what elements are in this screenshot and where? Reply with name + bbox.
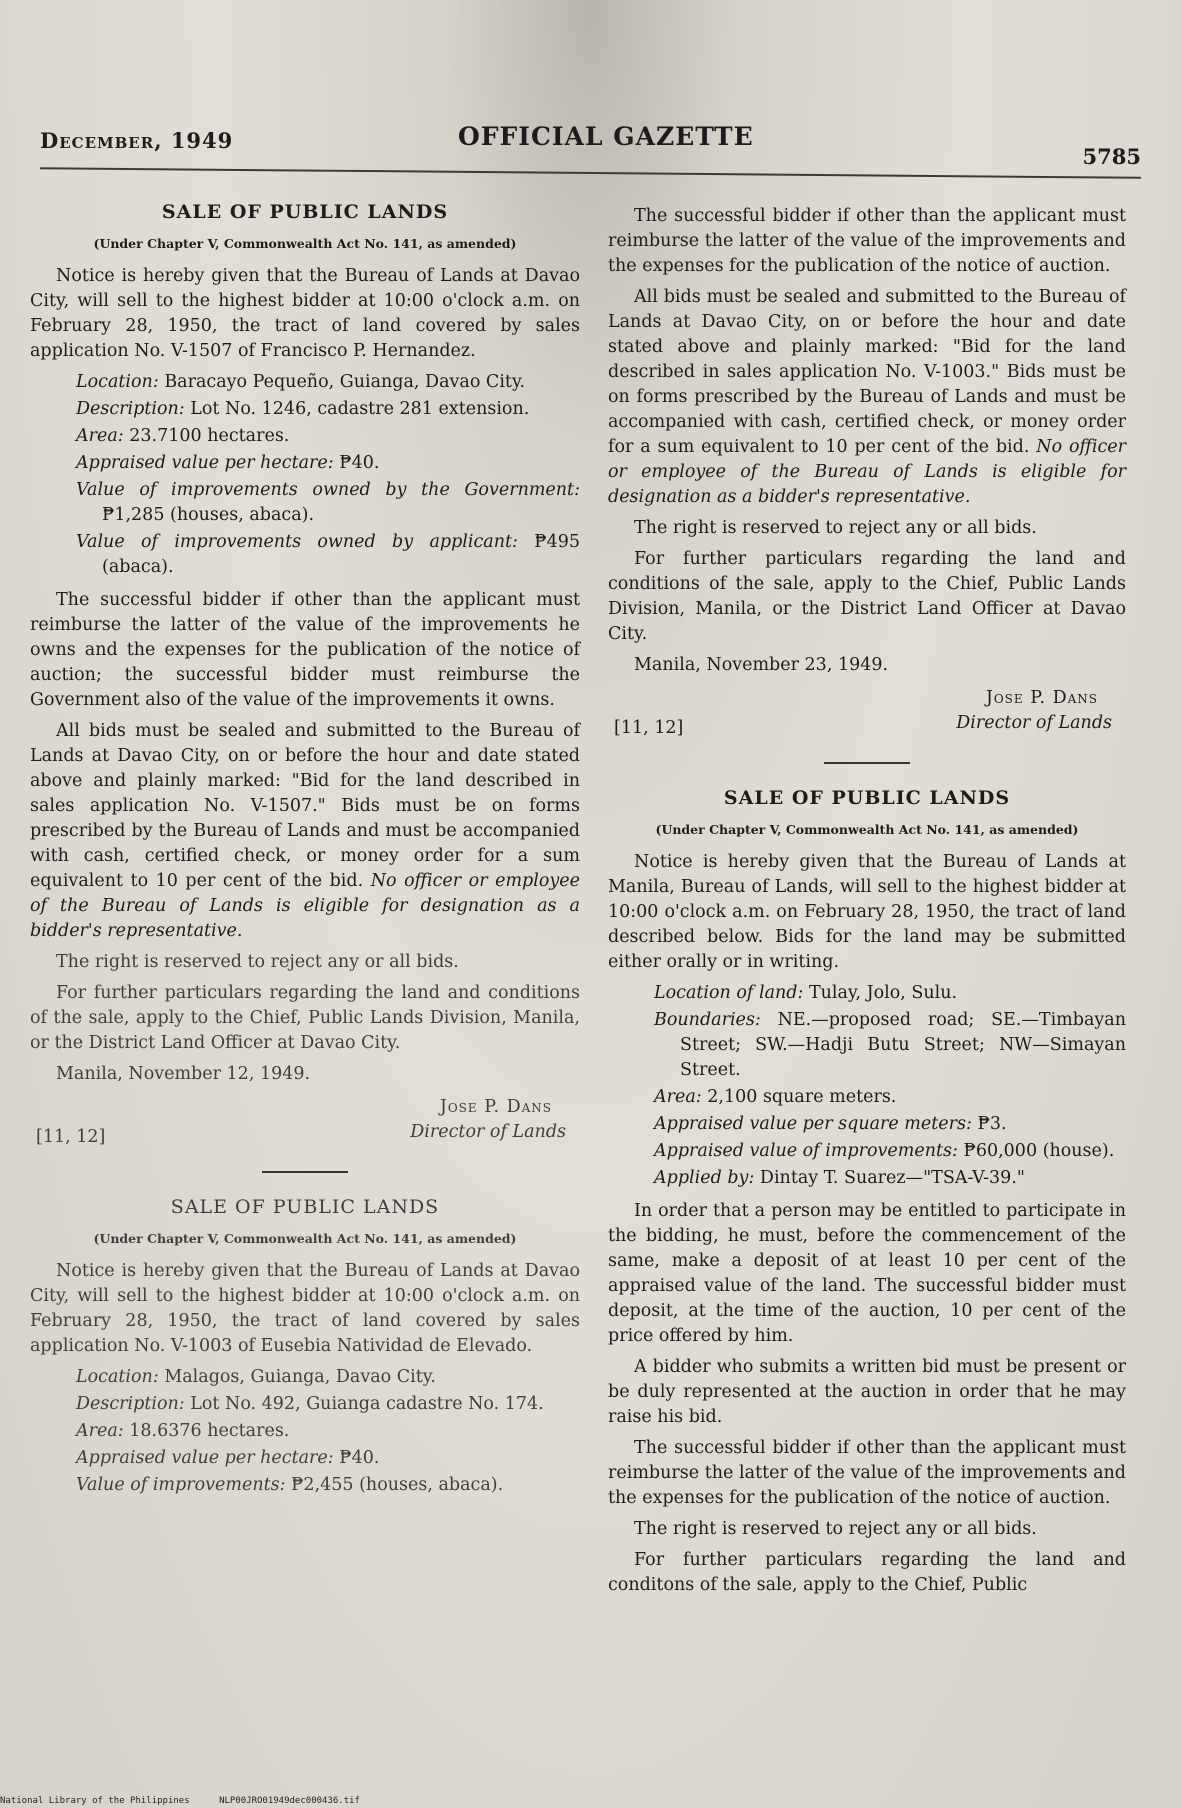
notice-paragraph: All bids must be sealed and submitted to the Bureau of Lands at Davao City, on or before the hour and date stated above and plainly marked: "Bid for the land described in sales application No. V-1003." Bids must be on forms prescribed by the Bureau of Lands and must be accompanied with cash, certified check, or money order for a sum equivalent to 10 per cent of the bid. No officer or employee of the Bureau of Lands is eligible for designation as a bidder's representative. bbox=[608, 287, 1126, 507]
right-column bbox=[608, 204, 1126, 1604]
location-field: Location: Baracayo Pequeño, Guianga, Davao City. bbox=[76, 372, 526, 392]
notice-v1003 bbox=[30, 1195, 580, 1498]
notice-subtitle: (Under Chapter V, Commonwealth Act No. 141, as amended) bbox=[93, 236, 517, 251]
description-field: Description: Lot No. 1246, cadastre 281 extension. bbox=[76, 399, 530, 419]
notice-subtitle: (Under Chapter V, Commonwealth Act No. 141, as amended) bbox=[93, 1231, 517, 1246]
improvements-field: Value of improvements: ₱2,455 (houses, abaca). bbox=[76, 1475, 504, 1495]
file-name: NLP00JRO01949dec000436.tif bbox=[219, 1796, 360, 1806]
improvements-gov-field: Value of improvements owned by the Government: ₱1,285 (houses, abaca). bbox=[76, 480, 580, 525]
signer-title: Director of Lands bbox=[410, 1122, 566, 1142]
notice-paragraph: The right is reserved to reject any or all bids. bbox=[634, 1519, 1037, 1539]
signer-name: Jose P. Dans bbox=[985, 688, 1098, 708]
notice-paragraph: A bidder who submits a written bid must be present or be duly represented at the auction in order that he may raise his bid. bbox=[608, 1357, 1126, 1427]
issue-number: [11, 12] bbox=[36, 1127, 106, 1147]
notice-intro: Notice is hereby given that the Bureau of Lands at Davao City, will sell to the highest bidder at 10:00 o'clock a.m. on February 28, 1950, the tract of land covered by sales application No. V-1003 of Eusebia Natividad de Elevado. bbox=[30, 1261, 580, 1356]
notice-paragraph: The right is reserved to reject any or all bids. bbox=[56, 952, 459, 972]
notice-paragraph: The successful bidder if other than the applicant must reimburse the latter of the value of the improvements and the expenses for the publication of the notice of auction. bbox=[608, 1438, 1126, 1508]
notice-paragraph: All bids must be sealed and submitted to the Bureau of Lands at Davao City, on or before the hour and date stated above and plainly marked: "Bid for the land described in sales application No. V-1507." Bids must be on forms prescribed by the Bureau of Lands and must be accompanied with cash, certified check, or money order for a sum equivalent to 10 per cent of the bid. No officer or employee of the Bureau of Lands is eligible for designation as a bidder's representative. bbox=[30, 721, 580, 941]
library-credit: National Library of the Philippines bbox=[0, 1796, 190, 1806]
header-title: OFFICIAL GAZETTE bbox=[458, 122, 754, 151]
section-divider bbox=[262, 1171, 348, 1173]
notice-intro: Notice is hereby given that the Bureau of Lands at Manila, Bureau of Lands, will sell to the highest bidder at 10:00 o'clock a.m. on February 28, 1950, the tract of land described below. Bids for the land may be submitted either orally or in writing. bbox=[608, 852, 1126, 972]
notice-v1507 bbox=[30, 200, 580, 1173]
signer-title: Director of Lands bbox=[956, 713, 1112, 733]
page-header bbox=[40, 122, 1141, 170]
appraised-field: Appraised value per hectare: ₱40. bbox=[76, 1448, 380, 1468]
left-column bbox=[30, 196, 580, 1500]
boundaries-field: Boundaries: NE.—proposed road; SE.—Timbayan Street; SW.—Hadji Butu Street; NW—Simayan Street. bbox=[654, 1010, 1126, 1080]
notice-v1003-continued bbox=[608, 204, 1126, 764]
notice-paragraph: The successful bidder if other than the applicant must reimburse the latter of the value of the improvements and the expenses for the publication of the notice of auction. bbox=[608, 206, 1126, 276]
page-number: 5785 bbox=[1082, 144, 1141, 169]
notice-title: SALE OF PUBLIC LANDS bbox=[170, 1196, 440, 1218]
notice-paragraph: In order that a person may be entitled to participate in the bidding, he must, before the commencement of the same, make a deposit of at least 10 per cent of the appraised value of the land. The successful bidder must deposit, at the time of the auction, 10 per cent of the price offered by him. bbox=[608, 1201, 1126, 1346]
appraised-field: Appraised value per hectare: ₱40. bbox=[76, 453, 380, 473]
notice-title: SALE OF PUBLIC LANDS bbox=[161, 201, 449, 223]
notice-subtitle: (Under Chapter V, Commonwealth Act No. 141, as amended) bbox=[655, 822, 1079, 837]
notice-paragraph: For further particulars regarding the land and conditions of the sale, apply to the Chief, Public Lands Division, Manila, or the District Land Officer at Davao City. bbox=[30, 983, 580, 1053]
notice-intro: Notice is hereby given that the Bureau of Lands at Davao City, will sell to the highest bidder at 10:00 o'clock a.m. on February 28, 1950, the tract of land covered by sales application No. V-1507 of Francisco P. Hernandez. bbox=[30, 266, 580, 361]
scan-footer bbox=[0, 1796, 384, 1806]
issue-number: [11, 12] bbox=[614, 718, 684, 738]
appraised-field: Appraised value per square meters: ₱3. bbox=[654, 1114, 1007, 1134]
notice-paragraph: The right is reserved to reject any or all bids. bbox=[634, 518, 1037, 538]
dateline: Manila, November 12, 1949. bbox=[56, 1064, 311, 1084]
signer-name: Jose P. Dans bbox=[439, 1097, 552, 1117]
area-field: Area: 2,100 square meters. bbox=[654, 1087, 897, 1107]
signature-block bbox=[30, 1095, 580, 1157]
area-field: Area: 23.7100 hectares. bbox=[76, 426, 290, 446]
improvements-field: Appraised value of improvements: ₱60,000 (house). bbox=[654, 1141, 1115, 1161]
location-field: Location: Malagos, Guianga, Davao City. bbox=[76, 1367, 436, 1387]
notice-paragraph: The successful bidder if other than the applicant must reimburse the latter of the value of the improvements he owns and the expenses for the publication of the notice of auction; the successful bidder must reimburse the Government also of the value of the improvements it owns. bbox=[30, 590, 580, 710]
signature-block bbox=[608, 686, 1126, 748]
notice-title: SALE OF PUBLIC LANDS bbox=[723, 787, 1011, 809]
header-date: December, 1949 bbox=[40, 128, 234, 153]
section-divider bbox=[824, 762, 910, 764]
applied-by-field: Applied by: Dintay T. Suarez—"TSA-V-39." bbox=[654, 1168, 1025, 1188]
area-field: Area: 18.6376 hectares. bbox=[76, 1421, 290, 1441]
dateline: Manila, November 23, 1949. bbox=[634, 655, 889, 675]
notice-paragraph: For further particulars regarding the land and conditions of the sale, apply to the Chief, Public Lands Division, Manila, or the District Land Officer at Davao City. bbox=[608, 549, 1126, 644]
location-field: Location of land: Tulay, Jolo, Sulu. bbox=[654, 983, 958, 1003]
description-field: Description: Lot No. 492, Guianga cadastre No. 174. bbox=[76, 1394, 544, 1414]
improvements-applicant-field: Value of improvements owned by applicant: ₱495 (abaca). bbox=[76, 532, 580, 577]
notice-tsa-v39 bbox=[608, 786, 1126, 1598]
notice-paragraph: For further particulars regarding the land and conditons of the sale, apply to the Chief, Public bbox=[608, 1550, 1126, 1595]
